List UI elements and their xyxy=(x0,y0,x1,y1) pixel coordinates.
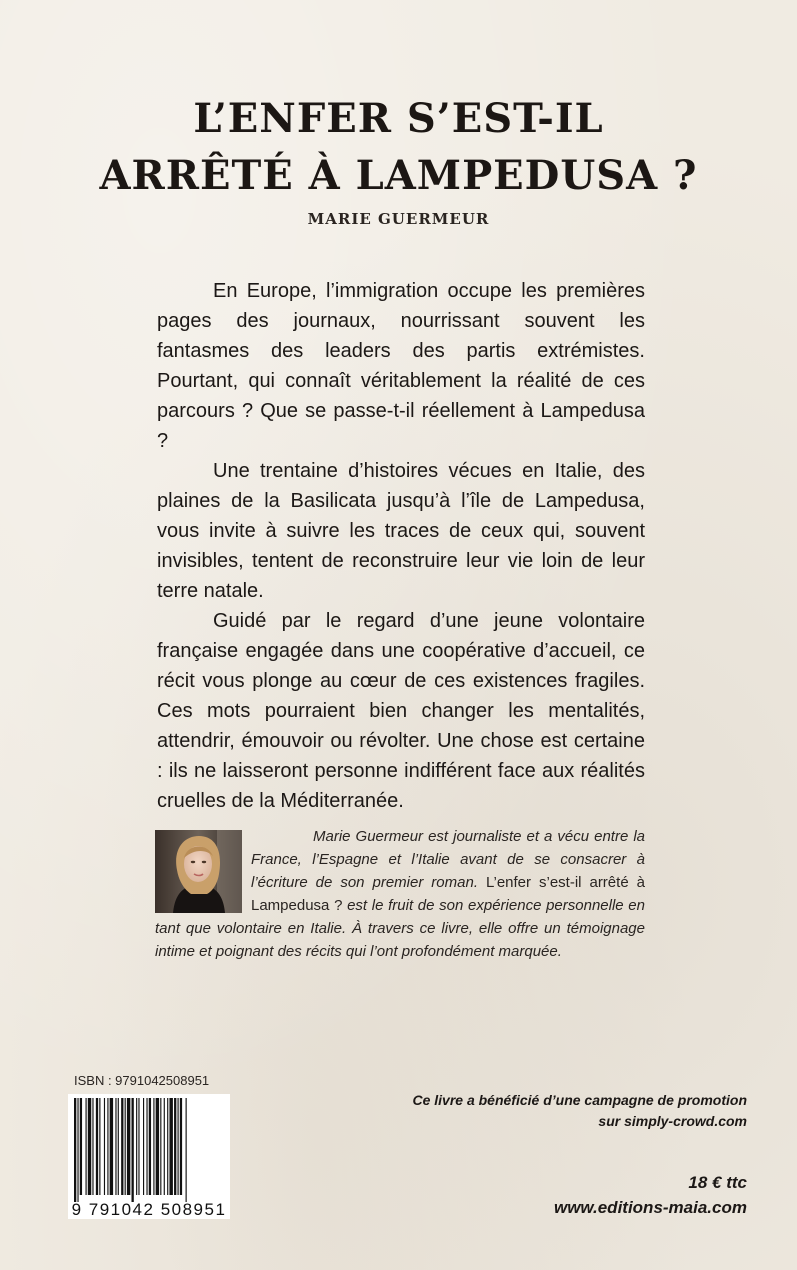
barcode-bar xyxy=(143,1098,144,1195)
author-name: MARIE GUERMEUR xyxy=(307,210,490,228)
book-title-line-1: L’ENFER S’EST-IL xyxy=(193,95,604,142)
author-biography xyxy=(155,825,645,963)
barcode-bar xyxy=(149,1098,151,1195)
barcode-bar xyxy=(74,1098,76,1202)
isbn-label: ISBN : 9791042508951 xyxy=(74,1073,210,1088)
synopsis-paragraph: Une trentaine d’histoires vécues en Italie, des plaines de la Basilicata jusqu’à l’île de Lampedusa, vous invite à suivre les traces de ceux qui, souvent invisibles, tentent de reconstruire leur vie loin de leur terre natale. xyxy=(157,460,645,602)
publisher-website[interactable]: www.editions-maia.com xyxy=(553,1198,747,1217)
barcode-bar xyxy=(86,1098,87,1195)
barcode-bar xyxy=(156,1098,159,1195)
photo-spacer xyxy=(155,825,251,915)
barcode-bar xyxy=(115,1098,116,1195)
bio-text-italic: Marie Guermeur est journaliste et a vécu entre la France, l’Espagne et l’Italie avant de se consacrer à l’écriture de son premier roman. xyxy=(251,828,645,891)
barcode-bar xyxy=(127,1098,130,1195)
barcode-bar xyxy=(77,1098,78,1202)
barcode-bar xyxy=(80,1098,82,1195)
synopsis-paragraph: En Europe, l’immigration occupe les premières pages des journaux, nourrissant souvent les fantasmes des leaders des partis extrémistes. Pourtant, qui connaît véritablement la réalité de ces parcours ? Que se passe-t-il réellement à Lampedusa ? xyxy=(157,280,645,452)
price: 18 € ttc xyxy=(688,1173,747,1192)
barcode-bar xyxy=(92,1098,93,1195)
barcode-digits: 9 791042 508951 xyxy=(71,1200,227,1219)
barcode-bar xyxy=(107,1098,108,1195)
barcode-bar xyxy=(178,1098,179,1195)
barcode-bar xyxy=(132,1098,134,1202)
barcode-bar xyxy=(96,1098,98,1195)
barcode-bar xyxy=(121,1098,123,1195)
barcode-bar xyxy=(164,1098,165,1195)
synopsis-paragraph: Guidé par le regard d’une jeune volontaire française engagée dans une coopérative d’accueil, ce récit vous plonge au cœur de ces existences fragiles. Ces mots pourraient bien changer les mentalités, attendrir, émouvoir ou révolter. Une chose est certaine : ils ne laisseront personne indifférent face aux réalités cruelles de la Méditerranée. xyxy=(157,610,645,812)
barcode-bar xyxy=(136,1098,137,1195)
barcode-bar xyxy=(180,1098,182,1195)
barcode-bar xyxy=(125,1098,126,1195)
barcode-bar xyxy=(174,1098,176,1195)
isbn-barcode xyxy=(68,1094,230,1219)
synopsis xyxy=(157,276,645,816)
barcode-bar xyxy=(88,1098,91,1195)
barcode-bar xyxy=(160,1098,161,1195)
book-title-line-2: ARRÊTÉ À LAMPEDUSA ? xyxy=(99,152,698,199)
promotion-note xyxy=(347,1090,747,1132)
barcode-bar xyxy=(146,1098,147,1195)
barcode-bar xyxy=(167,1098,168,1195)
bio-text-italic-end: est le fruit de son expérience personnelle en tant que volontaire en Italie. À travers ce livre, elle offre un témoignage intime et poignant des récits qui l’ont profondément marquée. xyxy=(155,897,645,960)
promotion-line-2: sur simply-crowd.com xyxy=(598,1113,747,1129)
barcode-bar xyxy=(110,1098,113,1195)
barcode-bar xyxy=(153,1098,154,1195)
promotion-line-1: Ce livre a bénéficié d’une campagne de promotion xyxy=(412,1092,747,1108)
barcode-bar xyxy=(99,1098,100,1195)
barcode-bar xyxy=(138,1098,139,1195)
barcode-bar xyxy=(169,1098,172,1195)
barcode-bar xyxy=(186,1098,187,1202)
barcode-bar xyxy=(118,1098,119,1195)
barcode-graphic xyxy=(68,1094,230,1219)
bio-book-title: L’enfer s’est-il arrêté à Lampedusa ? xyxy=(251,874,645,914)
barcode-bar xyxy=(104,1098,105,1195)
